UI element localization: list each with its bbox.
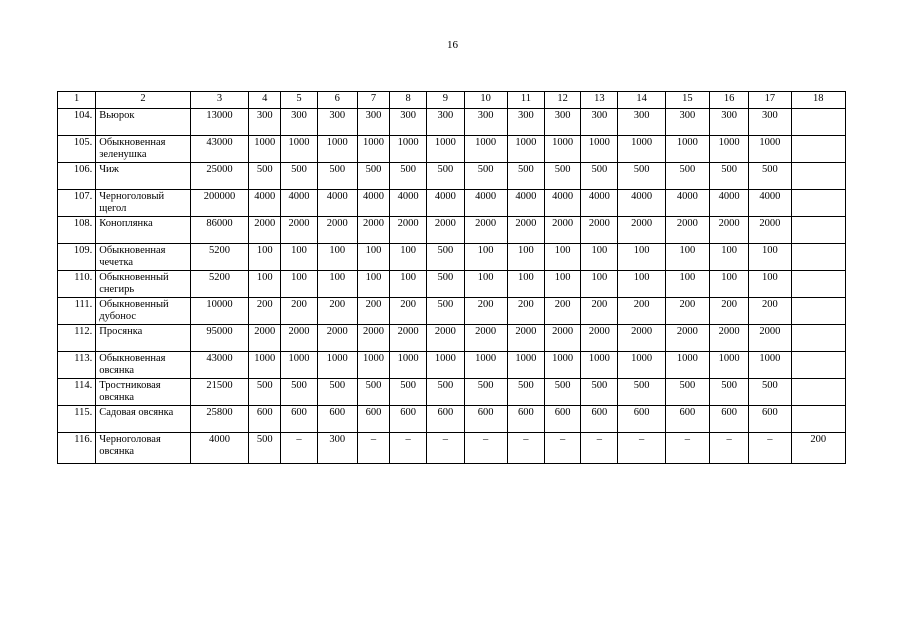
value-cell: 1000 [618, 136, 665, 163]
species-name: Обыкновенный дубонос [96, 298, 191, 325]
table-row [58, 325, 846, 352]
value-cell: 100 [464, 271, 507, 298]
value-cell: 4000 [390, 190, 427, 217]
value-cell: 1000 [545, 136, 581, 163]
value-cell: 500 [427, 163, 464, 190]
table-row [58, 190, 846, 217]
value-cell: 600 [390, 406, 427, 433]
value-cell: 2000 [317, 325, 357, 352]
value-cell: 100 [545, 244, 581, 271]
value-cell: 1000 [710, 136, 749, 163]
value-cell: 2000 [618, 325, 665, 352]
value-cell: 500 [317, 163, 357, 190]
value-cell: 1000 [749, 352, 791, 379]
row-index: 113. [58, 352, 96, 379]
table-row [58, 298, 846, 325]
value-cell: 2000 [545, 325, 581, 352]
row-index: 110. [58, 271, 96, 298]
value-cell: – [618, 433, 665, 464]
value-cell [791, 217, 845, 244]
value-cell: 1000 [464, 136, 507, 163]
value-cell: 95000 [190, 325, 248, 352]
value-cell: 500 [390, 379, 427, 406]
row-index: 104. [58, 109, 96, 136]
value-cell: 100 [249, 244, 281, 271]
value-cell: 500 [357, 379, 389, 406]
value-cell: 300 [581, 109, 618, 136]
value-cell: 500 [618, 163, 665, 190]
value-cell: 500 [464, 379, 507, 406]
value-cell: 500 [507, 379, 544, 406]
value-cell: 500 [749, 379, 791, 406]
value-cell: 4000 [507, 190, 544, 217]
column-header-18: 18 [791, 92, 845, 109]
species-name: Чиж [96, 163, 191, 190]
value-cell: 1000 [507, 352, 544, 379]
column-header-9: 9 [427, 92, 464, 109]
table-row [58, 244, 846, 271]
value-cell: – [464, 433, 507, 464]
value-cell: 600 [665, 406, 709, 433]
value-cell: 1000 [390, 352, 427, 379]
value-cell: 2000 [317, 217, 357, 244]
value-cell: 1000 [357, 352, 389, 379]
value-cell: 4000 [618, 190, 665, 217]
value-cell: 600 [427, 406, 464, 433]
value-cell: 1000 [249, 352, 281, 379]
value-cell: 100 [618, 244, 665, 271]
value-cell: 100 [390, 271, 427, 298]
value-cell: 1000 [427, 352, 464, 379]
row-index: 109. [58, 244, 96, 271]
value-cell: 2000 [507, 217, 544, 244]
value-cell: 1000 [581, 136, 618, 163]
value-cell: 200 [507, 298, 544, 325]
value-cell: 600 [710, 406, 749, 433]
column-header-7: 7 [357, 92, 389, 109]
value-cell: 100 [507, 271, 544, 298]
value-cell: 2000 [545, 217, 581, 244]
value-cell: 300 [427, 109, 464, 136]
value-cell: 600 [464, 406, 507, 433]
value-cell: 500 [545, 379, 581, 406]
value-cell: 100 [281, 244, 317, 271]
value-cell: 2000 [507, 325, 544, 352]
value-cell: 200 [618, 298, 665, 325]
value-cell: 300 [710, 109, 749, 136]
value-cell: 4000 [357, 190, 389, 217]
value-cell: 100 [618, 271, 665, 298]
value-cell: 200 [581, 298, 618, 325]
column-header-13: 13 [581, 92, 618, 109]
value-cell: 500 [317, 379, 357, 406]
species-name: Обыкновенный снегирь [96, 271, 191, 298]
table-row [58, 217, 846, 244]
value-cell: 100 [581, 271, 618, 298]
value-cell: 2000 [427, 325, 464, 352]
value-cell: 600 [545, 406, 581, 433]
column-header-4: 4 [249, 92, 281, 109]
value-cell: 100 [249, 271, 281, 298]
value-cell: 2000 [665, 217, 709, 244]
column-header-11: 11 [507, 92, 544, 109]
value-cell: 100 [749, 244, 791, 271]
value-cell: 2000 [581, 217, 618, 244]
column-header-3: 3 [190, 92, 248, 109]
value-cell: 500 [427, 379, 464, 406]
value-cell [791, 163, 845, 190]
value-cell: 5200 [190, 244, 248, 271]
value-cell [791, 136, 845, 163]
value-cell: 100 [357, 244, 389, 271]
value-cell: – [357, 433, 389, 464]
column-number-row [58, 92, 846, 109]
column-header-6: 6 [317, 92, 357, 109]
value-cell: 10000 [190, 298, 248, 325]
value-cell: 4000 [427, 190, 464, 217]
value-cell: 4000 [710, 190, 749, 217]
value-cell [791, 379, 845, 406]
value-cell: 500 [710, 379, 749, 406]
value-cell: 500 [357, 163, 389, 190]
value-cell: 200 [281, 298, 317, 325]
value-cell: 200 [545, 298, 581, 325]
value-cell: 100 [581, 244, 618, 271]
value-cell: 500 [427, 244, 464, 271]
value-cell: – [281, 433, 317, 464]
value-cell: 1000 [281, 352, 317, 379]
value-cell: 4000 [581, 190, 618, 217]
value-cell: 500 [249, 163, 281, 190]
value-cell: 1000 [618, 352, 665, 379]
table-row [58, 352, 846, 379]
value-cell: 500 [249, 433, 281, 464]
value-cell: 2000 [281, 325, 317, 352]
value-cell: 5200 [190, 271, 248, 298]
value-cell: 1000 [427, 136, 464, 163]
table-row [58, 271, 846, 298]
value-cell: 1000 [464, 352, 507, 379]
table-header [58, 92, 846, 109]
column-header-12: 12 [545, 92, 581, 109]
value-cell [791, 298, 845, 325]
column-header-5: 5 [281, 92, 317, 109]
value-cell: 500 [710, 163, 749, 190]
value-cell: 2000 [390, 217, 427, 244]
page-number: 16 [447, 39, 458, 51]
value-cell: 100 [281, 271, 317, 298]
value-cell: 43000 [190, 352, 248, 379]
table-row [58, 406, 846, 433]
value-cell: 200 [357, 298, 389, 325]
value-cell: 100 [464, 244, 507, 271]
value-cell: 100 [390, 244, 427, 271]
value-cell: 600 [618, 406, 665, 433]
value-cell: – [427, 433, 464, 464]
value-cell: 100 [710, 271, 749, 298]
value-cell: 2000 [427, 217, 464, 244]
value-cell: 200 [317, 298, 357, 325]
value-cell: 200 [390, 298, 427, 325]
column-header-16: 16 [710, 92, 749, 109]
column-header-2: 2 [96, 92, 191, 109]
value-cell: 600 [507, 406, 544, 433]
row-index: 106. [58, 163, 96, 190]
value-cell: 500 [427, 271, 464, 298]
column-header-1: 1 [58, 92, 96, 109]
value-cell: 500 [581, 163, 618, 190]
species-name: Просянка [96, 325, 191, 352]
value-cell [791, 244, 845, 271]
value-cell [791, 352, 845, 379]
value-cell: – [581, 433, 618, 464]
column-header-10: 10 [464, 92, 507, 109]
row-index: 115. [58, 406, 96, 433]
value-cell: 500 [581, 379, 618, 406]
value-cell: 2000 [249, 217, 281, 244]
value-cell: 500 [665, 163, 709, 190]
value-cell: 2000 [618, 217, 665, 244]
row-index: 112. [58, 325, 96, 352]
value-cell: 500 [618, 379, 665, 406]
value-cell: 1000 [507, 136, 544, 163]
value-cell: 200 [749, 298, 791, 325]
value-cell: 300 [618, 109, 665, 136]
species-limits-table [57, 91, 846, 464]
value-cell: 2000 [357, 217, 389, 244]
row-index: 114. [58, 379, 96, 406]
value-cell: 4000 [749, 190, 791, 217]
species-name: Коноплянка [96, 217, 191, 244]
table-row [58, 109, 846, 136]
value-cell [791, 325, 845, 352]
value-cell: 100 [749, 271, 791, 298]
value-cell: 1000 [317, 352, 357, 379]
value-cell: 4000 [281, 190, 317, 217]
value-cell: 1000 [710, 352, 749, 379]
value-cell: 500 [427, 298, 464, 325]
table-row [58, 379, 846, 406]
column-header-17: 17 [749, 92, 791, 109]
value-cell: 300 [390, 109, 427, 136]
value-cell: 4000 [249, 190, 281, 217]
value-cell: 500 [281, 163, 317, 190]
species-name: Черноголовый щегол [96, 190, 191, 217]
value-cell: 300 [317, 109, 357, 136]
value-cell: 2000 [281, 217, 317, 244]
value-cell: 4000 [665, 190, 709, 217]
value-cell: 1000 [390, 136, 427, 163]
value-cell: 21500 [190, 379, 248, 406]
value-cell: 500 [281, 379, 317, 406]
table-body [58, 109, 846, 464]
value-cell: 1000 [281, 136, 317, 163]
value-cell: 1000 [357, 136, 389, 163]
value-cell: 600 [317, 406, 357, 433]
value-cell: 500 [665, 379, 709, 406]
value-cell: – [710, 433, 749, 464]
value-cell: 2000 [749, 325, 791, 352]
value-cell: 500 [545, 163, 581, 190]
value-cell: 25800 [190, 406, 248, 433]
value-cell: 100 [545, 271, 581, 298]
value-cell [791, 190, 845, 217]
value-cell: 2000 [581, 325, 618, 352]
value-cell: 500 [464, 163, 507, 190]
column-header-15: 15 [665, 92, 709, 109]
value-cell: 13000 [190, 109, 248, 136]
table-row [58, 163, 846, 190]
value-cell: 2000 [464, 325, 507, 352]
row-index: 111. [58, 298, 96, 325]
value-cell: 300 [665, 109, 709, 136]
value-cell: 600 [357, 406, 389, 433]
column-header-14: 14 [618, 92, 665, 109]
value-cell: 4000 [545, 190, 581, 217]
column-header-8: 8 [390, 92, 427, 109]
species-name: Садовая овсянка [96, 406, 191, 433]
value-cell: 1000 [545, 352, 581, 379]
value-cell: 200000 [190, 190, 248, 217]
value-cell: – [545, 433, 581, 464]
species-name: Обыкновенная овсянка [96, 352, 191, 379]
value-cell: 4000 [464, 190, 507, 217]
species-name: Тростниковая овсянка [96, 379, 191, 406]
value-cell: 1000 [581, 352, 618, 379]
species-name: Обыкновенная зеленушка [96, 136, 191, 163]
value-cell: 100 [357, 271, 389, 298]
table-row [58, 136, 846, 163]
row-index: 116. [58, 433, 96, 464]
value-cell [791, 406, 845, 433]
value-cell: 200 [665, 298, 709, 325]
value-cell: 1000 [665, 352, 709, 379]
value-cell: 600 [749, 406, 791, 433]
value-cell: 2000 [665, 325, 709, 352]
value-cell: 300 [749, 109, 791, 136]
table-row [58, 433, 846, 464]
value-cell: 200 [791, 433, 845, 464]
row-index: 105. [58, 136, 96, 163]
value-cell: 2000 [249, 325, 281, 352]
value-cell [791, 271, 845, 298]
value-cell: 200 [710, 298, 749, 325]
value-cell: 200 [249, 298, 281, 325]
value-cell: 500 [390, 163, 427, 190]
value-cell: 600 [281, 406, 317, 433]
value-cell: 600 [581, 406, 618, 433]
value-cell: 4000 [317, 190, 357, 217]
value-cell: 600 [249, 406, 281, 433]
value-cell: 300 [281, 109, 317, 136]
row-index: 107. [58, 190, 96, 217]
value-cell: 300 [545, 109, 581, 136]
value-cell: 200 [464, 298, 507, 325]
value-cell [791, 109, 845, 136]
value-cell: 2000 [710, 325, 749, 352]
value-cell: 25000 [190, 163, 248, 190]
value-cell: 100 [317, 244, 357, 271]
value-cell: – [665, 433, 709, 464]
value-cell: 500 [749, 163, 791, 190]
row-index: 108. [58, 217, 96, 244]
value-cell: 500 [507, 163, 544, 190]
species-name: Черноголовая овсянка [96, 433, 191, 464]
value-cell: 300 [317, 433, 357, 464]
value-cell: 100 [710, 244, 749, 271]
value-cell: 2000 [749, 217, 791, 244]
value-cell: 2000 [390, 325, 427, 352]
value-cell: – [507, 433, 544, 464]
value-cell: 1000 [665, 136, 709, 163]
value-cell: 300 [357, 109, 389, 136]
value-cell: 2000 [710, 217, 749, 244]
value-cell: 4000 [190, 433, 248, 464]
species-name: Вьюрок [96, 109, 191, 136]
value-cell: 300 [507, 109, 544, 136]
value-cell: 86000 [190, 217, 248, 244]
value-cell: 500 [249, 379, 281, 406]
value-cell: 100 [317, 271, 357, 298]
value-cell: 43000 [190, 136, 248, 163]
value-cell: – [749, 433, 791, 464]
value-cell: – [390, 433, 427, 464]
value-cell: 1000 [249, 136, 281, 163]
value-cell: 1000 [749, 136, 791, 163]
value-cell: 100 [665, 271, 709, 298]
value-cell: 300 [249, 109, 281, 136]
value-cell: 100 [665, 244, 709, 271]
value-cell: 300 [464, 109, 507, 136]
value-cell: 100 [507, 244, 544, 271]
value-cell: 1000 [317, 136, 357, 163]
value-cell: 2000 [357, 325, 389, 352]
species-name: Обыкновенная чечетка [96, 244, 191, 271]
value-cell: 2000 [464, 217, 507, 244]
